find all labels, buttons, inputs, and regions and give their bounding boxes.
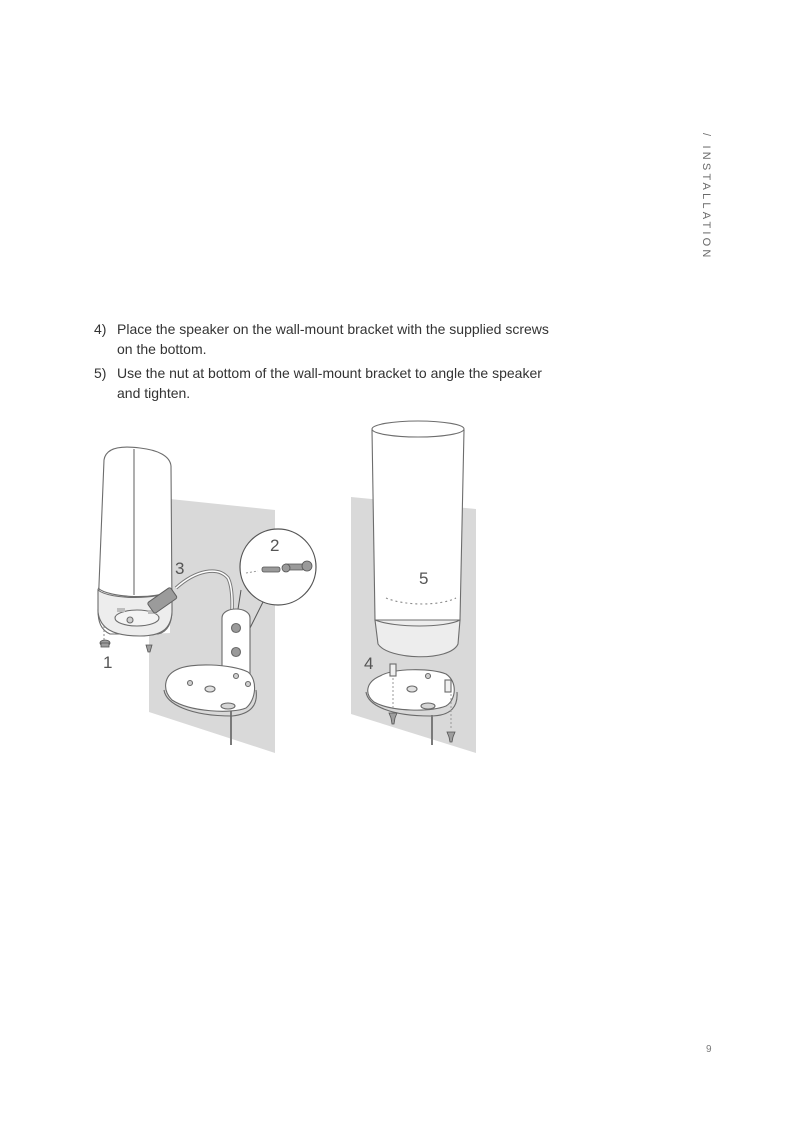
callout-number: 4 (364, 654, 374, 673)
section-label: / INSTALLATION (700, 133, 712, 261)
callout-number: 3 (175, 559, 185, 578)
step-text: Place the speaker on the wall-mount bracket with the supplied screws on the bottom. (117, 321, 549, 357)
right-assembly-figure (351, 421, 476, 753)
speaker-unit-right (372, 421, 464, 657)
step-text: Use the nut at bottom of the wall-mount bracket to angle the speaker and tighten. (117, 365, 542, 401)
step-number: 5) (94, 365, 107, 381)
callout-number: 5 (419, 569, 429, 588)
left-assembly-figure (98, 447, 316, 753)
screw-icon (100, 640, 152, 652)
page-number: 9 (706, 1044, 712, 1055)
callout-number: 1 (103, 653, 113, 672)
callout-number: 2 (270, 536, 280, 555)
step-number: 4) (94, 321, 107, 337)
